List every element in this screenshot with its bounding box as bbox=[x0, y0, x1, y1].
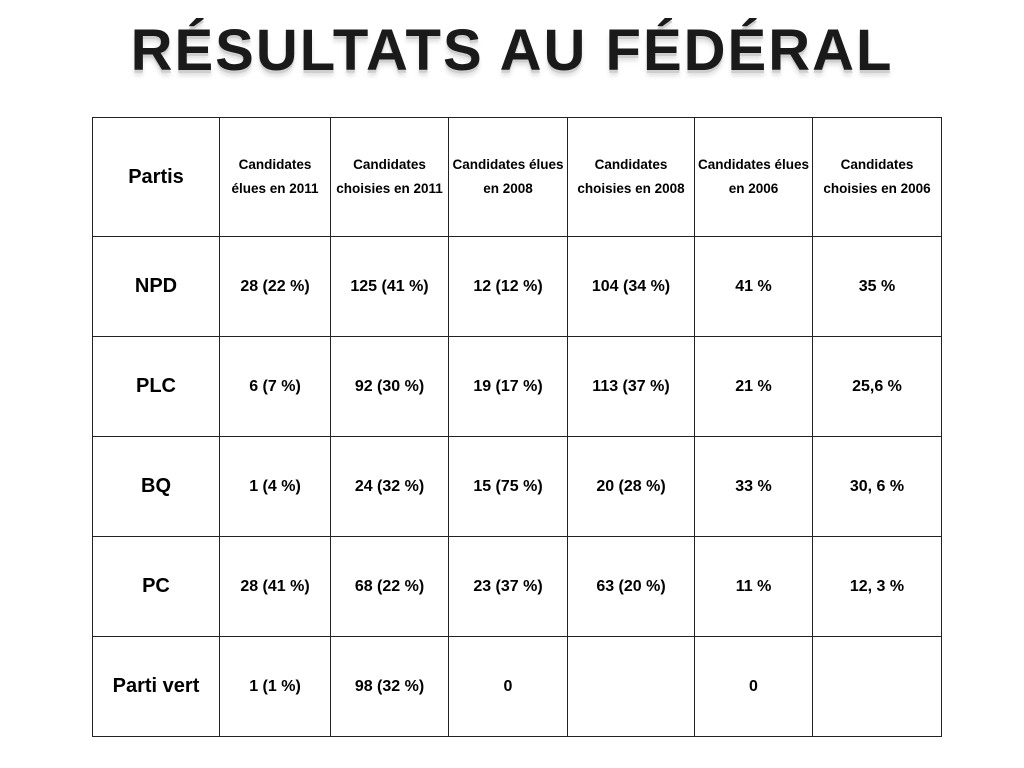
table-row bbox=[93, 237, 942, 337]
table-cell: 28 (22 %) bbox=[220, 237, 331, 337]
table-cell: 15 (75 %) bbox=[449, 437, 568, 537]
table-cell: 23 (37 %) bbox=[449, 537, 568, 637]
results-table-wrapper bbox=[92, 117, 941, 736]
table-cell: 1 (1 %) bbox=[220, 637, 331, 737]
table-row bbox=[93, 537, 942, 637]
results-table bbox=[92, 117, 942, 737]
table-cell bbox=[813, 637, 942, 737]
column-header: Candidates choisies en 2008 bbox=[568, 118, 695, 237]
page-title: RÉSULTATS AU FÉDÉRAL bbox=[130, 18, 894, 83]
table-cell: 63 (20 %) bbox=[568, 537, 695, 637]
column-header: Candidates choisies en 2011 bbox=[331, 118, 449, 237]
table-cell: 1 (4 %) bbox=[220, 437, 331, 537]
party-name: Parti vert bbox=[93, 637, 220, 737]
column-header: Candidates élues en 2008 bbox=[449, 118, 568, 237]
table-cell: 92 (30 %) bbox=[331, 337, 449, 437]
table-cell: 30, 6 % bbox=[813, 437, 942, 537]
table-cell: 12 (12 %) bbox=[449, 237, 568, 337]
table-row bbox=[93, 437, 942, 537]
table-header-row bbox=[93, 118, 942, 237]
table-cell: 33 % bbox=[695, 437, 813, 537]
table-row bbox=[93, 337, 942, 437]
table-cell: 113 (37 %) bbox=[568, 337, 695, 437]
table-cell: 25,6 % bbox=[813, 337, 942, 437]
table-cell: 0 bbox=[449, 637, 568, 737]
table-cell: 0 bbox=[695, 637, 813, 737]
column-header: Candidates élues en 2011 bbox=[220, 118, 331, 237]
table-cell: 21 % bbox=[695, 337, 813, 437]
table-cell: 12, 3 % bbox=[813, 537, 942, 637]
table-cell: 6 (7 %) bbox=[220, 337, 331, 437]
table-cell: 68 (22 %) bbox=[331, 537, 449, 637]
table-cell: 41 % bbox=[695, 237, 813, 337]
table-cell: 98 (32 %) bbox=[331, 637, 449, 737]
party-name: PC bbox=[93, 537, 220, 637]
table-cell: 20 (28 %) bbox=[568, 437, 695, 537]
table-cell: 104 (34 %) bbox=[568, 237, 695, 337]
table-cell: 125 (41 %) bbox=[331, 237, 449, 337]
party-name: NPD bbox=[93, 237, 220, 337]
corner-header: Partis bbox=[93, 118, 220, 237]
party-name: PLC bbox=[93, 337, 220, 437]
table-cell: 24 (32 %) bbox=[331, 437, 449, 537]
party-name: BQ bbox=[93, 437, 220, 537]
table-cell: 35 % bbox=[813, 237, 942, 337]
column-header: Candidates élues en 2006 bbox=[695, 118, 813, 237]
table-row bbox=[93, 637, 942, 737]
table-cell: 11 % bbox=[695, 537, 813, 637]
table-cell bbox=[568, 637, 695, 737]
table-cell: 28 (41 %) bbox=[220, 537, 331, 637]
column-header: Candidates choisies en 2006 bbox=[813, 118, 942, 237]
table-cell: 19 (17 %) bbox=[449, 337, 568, 437]
